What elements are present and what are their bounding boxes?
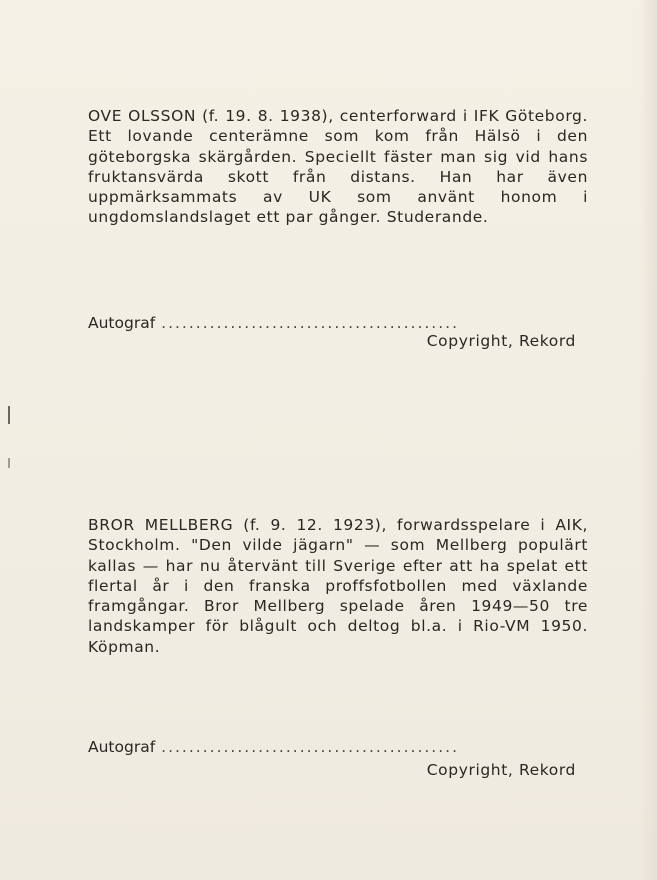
player-bio: BROR MELLBERG (f. 9. 12. 1923), forwardsspelare i AIK, Stockholm. "Den vilde jägarn" — som Mellberg populärt kallas — har nu återvänt till Sverige efter att ha spelat ett flertal år i den franska proffsfotbollen med växlande framgångar. Bror Mellberg spelade åren 1949—50 tre landskamper för blågult och deltog bl.a. i Rio-VM 1950. Köpman.: [88, 516, 588, 656]
copyright-notice: Copyright, Rekord: [426, 761, 576, 779]
autograph-dots: ...........................................: [161, 314, 460, 332]
copyright-notice: Copyright, Rekord: [426, 332, 576, 350]
player-entry-ove-olsson: [88, 106, 588, 350]
autograph-label: Autograf: [88, 738, 156, 756]
player-entry-bror-mellberg: [88, 515, 588, 779]
edge-mark: [8, 458, 10, 468]
autograph-label: Autograf: [88, 314, 156, 332]
autograph-line: [88, 314, 588, 332]
edge-mark: [8, 406, 10, 424]
autograph-line: [88, 738, 588, 756]
page-edge-shadow: [639, 0, 657, 880]
autograph-dots: ...........................................: [161, 738, 460, 756]
player-bio: OVE OLSSON (f. 19. 8. 1938), centerforward i IFK Göteborg. Ett lovande centerämne som kom från Hälsö i den göteborgska skärgården. Speciellt fäster man sig vid hans fruktansvärda skott från distans. Han har även uppmärksammats av UK som använt honom i ungdomslandslaget ett par gånger. Studerande.: [88, 107, 588, 227]
